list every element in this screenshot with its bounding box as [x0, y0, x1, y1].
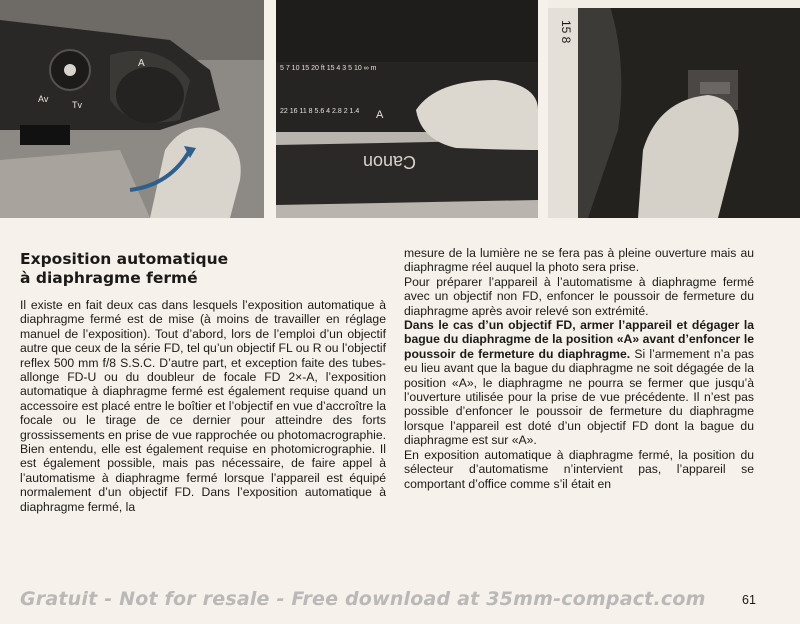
- paragraph-selector: En exposition automatique à diaphragme fermé, la position du sélecteur d’automatisme n’intervient pas, l’appareil se comportant d’office comme s’il était en: [404, 447, 754, 491]
- aperture-scale: 22 16 11 8 5.6 4 2.8 2 1.4: [280, 108, 360, 115]
- paragraph-fd: [404, 318, 754, 448]
- dial-label-tv: Tv: [72, 100, 82, 110]
- intro-paragraph: Il existe en fait deux cas dans lesquels l’exposition automatique à diaphragme fermé est de mise (à moins de travailler en réglage manuel de l’exposition). Tout d’abord, lors de l’emploi d’un objectif autre que ceux de la série FD, tel qu’un objectif FL ou R ou l’objectif reflex 500 mm f/8 S.S.C. D’autre part, et exception faite des tubes-allonge FD-U ou du doubleur de focale FD 2×-A, l’exposition automatique à diaphragme fermé est également requise quand un accessoire est placé entre le boîtier et l’objectif en vue d’accroître la focale ou le tirage de ce dernier pour atteindre des forts grossissements en prise de vue rapprochée ou photomacrographie. Bien entendu, elle est également requise en photomicrographie. Il est également possible, mais pas nécessaire, de faire appel à l’automatisme à diaphragme fermé lorsque l’appareil est équipé normalement d’un objectif FD. Dans l’exposition automatique à diaphragme fermé, la: [20, 298, 386, 514]
- heading-line-2: à diaphragme fermé: [20, 269, 198, 287]
- paragraph-fd-bold: Dans le cas d’un objectif FD, armer l’appareil et dégager la bague du diaphragme de la position «A» avant d’enfoncer le poussoir de fermeture du diaphragme.: [404, 318, 754, 361]
- photo-stop-down-lever: [548, 0, 800, 218]
- paragraph-measurement: mesure de la lumière ne se fera pas à pleine ouverture mais au diaphragme réel auquel la photo sera prise.: [404, 246, 754, 275]
- photo-lens-aperture-ring: [276, 0, 538, 218]
- dial-label-av: Av: [38, 94, 49, 104]
- paragraph-non-fd: Pour préparer l’appareil à l’automatisme à diaphragme fermé avec un objectif non FD, enfoncer le poussoir de fermeture du diaphragme après avoir relevé son extrémité.: [404, 274, 754, 318]
- photo-1-illustration: [0, 0, 264, 218]
- paragraph-fd-rest: Si l’armement n’a pas eu lieu avant que la bague du diaphragme ne soit dégagée de la position «A», le diaphragme ne pourra se fermer que jusqu’à l’ouverture utilisée pour la prise de vue précédente. Il n’est pas possible d’enfoncer le poussoir de fermeture du diaphragme lorsque l’appareil est doté d’un objectif FD dont la bague du diaphragme est sur «A».: [404, 346, 754, 448]
- aperture-a-mark: A: [376, 109, 384, 121]
- dial-label-a: A: [138, 58, 145, 69]
- distance-scale: 5 7 10 15 20 ft 15 4 3 5 10 ∞ m: [280, 65, 377, 72]
- watermark: Gratuit - Not for resale - Free download at 35mm-compact.com: [20, 588, 706, 610]
- lens-scale: 15 8: [559, 20, 573, 44]
- section-heading: [20, 250, 386, 288]
- photo-3-illustration: [548, 0, 800, 218]
- brand-name: Canon: [362, 152, 416, 172]
- right-column: [404, 246, 754, 491]
- heading-line-1: Exposition automatique: [20, 250, 229, 268]
- left-column: [20, 244, 386, 514]
- page-number: 61: [742, 593, 756, 607]
- photo-camera-dial-thumb: [0, 0, 264, 218]
- photo-2-illustration: [276, 0, 538, 218]
